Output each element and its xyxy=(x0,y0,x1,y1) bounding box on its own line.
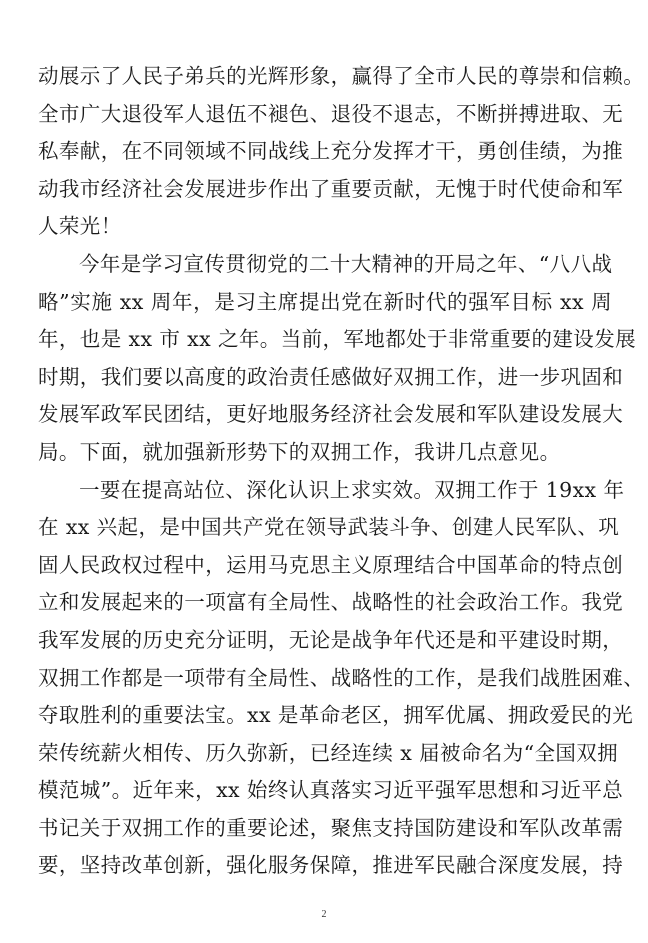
page-number: 2 xyxy=(321,909,327,920)
text-line: 立和发展起来的一项富有全局性、战略性的社会政治工作。我党 xyxy=(38,590,624,615)
text-line: 动我市经济社会发展进步作出了重要贡献，无愧于时代使命和军 xyxy=(38,176,624,201)
text-line: 时期，我们要以高度的政治责任感做好双拥工作，进一步巩固和 xyxy=(38,364,624,389)
text-line: 荣传统薪火相传、历久弥新，已经连续 x 届被命名为“全国双拥 xyxy=(38,740,619,765)
text-line: 在 xx 兴起，是中国共产党在领导武装斗争、创建人民军队、巩 xyxy=(38,515,620,540)
text-line: 私奉献，在不同领域不同战线上充分发挥才干，勇创佳绩，为推 xyxy=(38,139,624,164)
text-line: 书记关于双拥工作的重要论述，聚焦支持国防建设和军队改革需 xyxy=(38,815,624,840)
text-line: 动展示了人民子弟兵的光辉形象，赢得了全市人民的尊崇和信赖。 xyxy=(38,64,645,88)
text-line: 夺取胜利的重要法宝。xx 是革命老区，拥军优属、拥政爱民的光 xyxy=(38,703,634,728)
paragraph-1 xyxy=(38,58,645,246)
text-line: 人荣光！ xyxy=(38,214,122,239)
text-line: 我军发展的历史充分证明，无论是战争年代还是和平建设时期， xyxy=(38,627,624,652)
text-line: 年，也是 xx 市 xx 之年。当前，军地都处于非常重要的建设发展 xyxy=(38,327,637,352)
paragraph-3 xyxy=(38,472,645,886)
text-line: 今年是学习宣传贯彻党的二十大精神的开局之年、“八八战 xyxy=(79,251,613,276)
text-line: 双拥工作都是一项带有全局性、战略性的工作，是我们战胜困难、 xyxy=(38,665,645,690)
text-line: 要，坚持改革创新，强化服务保障，推进军民融合深度发展，持 xyxy=(38,853,624,878)
document-body xyxy=(38,58,645,885)
text-line: 模范城”。近年来，xx 始终认真落实习近平强军思想和习近平总 xyxy=(38,778,624,803)
text-line: 局。下面，就加强新形势下的双拥工作，我讲几点意见。 xyxy=(38,439,561,464)
text-line: 固人民政权过程中，运用马克思主义原理结合中国革命的特点创 xyxy=(38,552,624,577)
text-line: 发展军政军民团结，更好地服务经济社会发展和军队建设发展大 xyxy=(38,402,624,427)
text-line: 一要在提高站位、深化认识上求实效。双拥工作于 19xx 年 xyxy=(79,477,625,502)
text-line: 略”实施 xx 周年，是习主席提出党在新时代的强军目标 xx 周 xyxy=(38,289,612,314)
paragraph-2 xyxy=(38,246,637,472)
text-line: 全市广大退役军人退伍不褪色、退役不退志，不断拼搏进取、无 xyxy=(38,101,624,126)
